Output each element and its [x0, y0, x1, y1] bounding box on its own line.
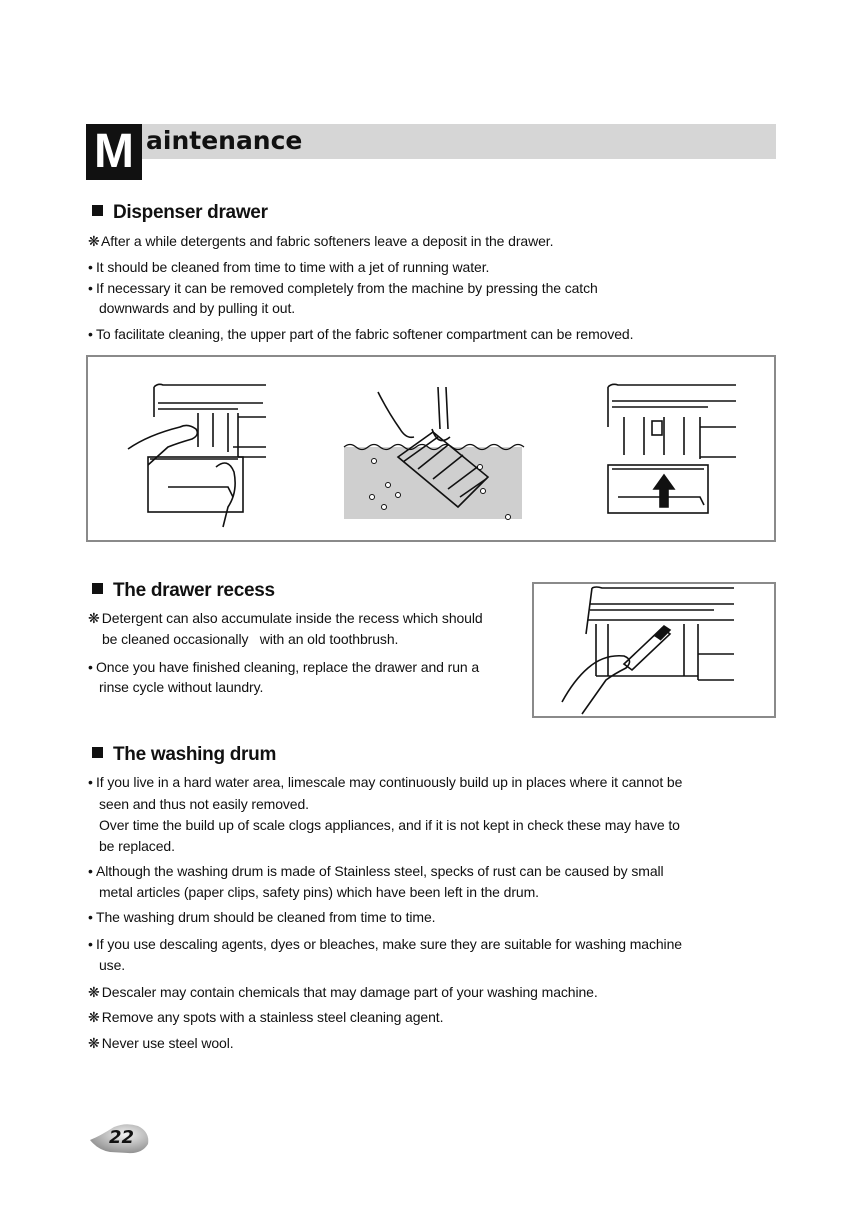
recess-figure-box — [532, 582, 776, 718]
page-number: 22 — [109, 1127, 135, 1148]
note-continuation: be cleaned occasionally with an old toothbrush. — [102, 631, 399, 647]
toothbrush-cleaning-illustration — [534, 584, 774, 716]
note-asterisk-icon: ❋ — [88, 610, 100, 626]
bullet-icon: • — [88, 863, 93, 879]
section-heading-recess — [92, 580, 275, 602]
note-text: Descaler may contain chemicals that may damage part of your washing machine. — [101, 984, 598, 1000]
bullet-text: Although the washing drum is made of Stainless steel, specks of rust can be caused by small — [96, 863, 664, 879]
note-line — [88, 1032, 234, 1054]
bullet-text: If you use descaling agents, dyes or bleaches, make sure they are suitable for washing machine — [96, 936, 682, 952]
dispenser-illustrations — [88, 357, 774, 540]
bullet-line — [88, 323, 633, 345]
compartment-removal-illustration — [608, 384, 736, 513]
note-asterisk-icon: ❋ — [88, 1009, 100, 1025]
square-bullet-icon — [92, 205, 103, 216]
note-line — [88, 230, 553, 252]
bullet-text: If necessary it can be removed completely from the machine by pressing the catch — [96, 280, 598, 296]
drawer-rinsing-illustration — [344, 387, 524, 520]
square-bullet-icon — [92, 583, 103, 594]
section-heading-dispenser — [92, 202, 268, 224]
title-initial: M — [86, 124, 142, 180]
note-text: Detergent can also accumulate inside the recess which should — [101, 610, 483, 626]
bullet-text: If you live in a hard water area, limescale may continuously build up in places where it cannot be — [96, 774, 683, 790]
note-asterisk-icon: ❋ — [88, 1035, 100, 1051]
heading-text: The drawer recess — [113, 580, 275, 601]
bullet-text: To facilitate cleaning, the upper part of the fabric softener compartment can be removed. — [96, 326, 634, 342]
heading-text: Dispenser drawer — [113, 202, 268, 223]
bullet-continuation: metal articles (paper clips, safety pins) which have been left in the drum. — [99, 884, 539, 900]
bullet-line — [88, 860, 664, 882]
bullet-icon: • — [88, 259, 93, 275]
note-line — [88, 1006, 443, 1028]
bullet-icon: • — [88, 774, 93, 790]
bullet-line — [88, 656, 479, 678]
bullet-icon: • — [88, 326, 93, 342]
bullet-icon: • — [88, 280, 93, 296]
bullet-line — [88, 277, 598, 299]
bullet-line — [88, 256, 489, 278]
bullet-text: The washing drum should be cleaned from time to time. — [96, 909, 436, 925]
note-asterisk-icon: ❋ — [88, 233, 100, 249]
section-heading-drum — [92, 744, 276, 766]
bullet-line — [88, 906, 435, 928]
square-bullet-icon — [92, 747, 103, 758]
note-text: Never use steel wool. — [101, 1035, 234, 1051]
heading-text: The washing drum — [113, 744, 277, 765]
drawer-removal-illustration — [128, 384, 266, 527]
page-title: aintenance — [146, 126, 303, 155]
note-line — [88, 981, 598, 1003]
bullet-continuation: downwards and by pulling it out. — [99, 300, 296, 316]
note-text: After a while detergents and fabric softeners leave a deposit in the drawer. — [101, 233, 554, 249]
dispenser-figure-box — [86, 355, 776, 542]
bullet-icon: • — [88, 659, 93, 675]
note-line — [88, 607, 483, 629]
note-asterisk-icon: ❋ — [88, 984, 100, 1000]
page-number-badge — [90, 1122, 150, 1154]
bullet-text: It should be cleaned from time to time with a jet of running water. — [96, 259, 490, 275]
bullet-icon: • — [88, 936, 93, 952]
bullet-line — [88, 933, 682, 955]
bullet-continuation: Over time the build up of scale clogs appliances, and if it is not kept in check these may have to — [99, 817, 680, 833]
note-text: Remove any spots with a stainless steel cleaning agent. — [101, 1009, 444, 1025]
bullet-continuation: rinse cycle without laundry. — [99, 679, 264, 695]
bullet-continuation: use. — [99, 957, 126, 973]
bullet-icon: • — [88, 909, 93, 925]
bullet-text: Once you have finished cleaning, replace the drawer and run a — [96, 659, 480, 675]
bullet-continuation: seen and thus not easily removed. — [99, 796, 309, 812]
bullet-line — [88, 771, 682, 793]
bullet-continuation: be replaced. — [99, 838, 175, 854]
